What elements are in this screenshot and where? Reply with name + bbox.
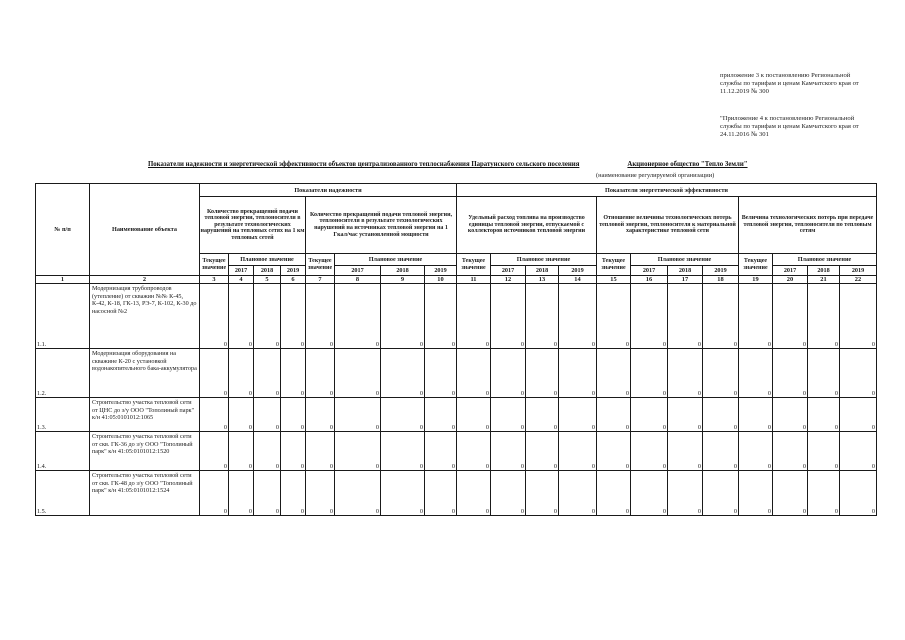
- indicator-value: 0: [773, 398, 808, 432]
- indicator-value: 0: [808, 284, 840, 349]
- indicator-value: 0: [335, 284, 381, 349]
- indicator-value: 0: [306, 398, 335, 432]
- indicator-value: 0: [200, 471, 229, 516]
- indicator-value: 0: [559, 471, 597, 516]
- planned-value-header: Плановое значение: [335, 254, 457, 266]
- year-header: 2018: [808, 266, 840, 276]
- indicator-value: 0: [335, 471, 381, 516]
- indicator-value: 0: [254, 349, 281, 398]
- appendix-note-2019: приложение 3 к постановлению Региональной службы по тарифам и ценам Камчатского края от 11.12.2019 № 300: [720, 72, 859, 95]
- indicator-value: 0: [559, 349, 597, 398]
- indicator-value: 0: [597, 432, 631, 471]
- indicator-value: 0: [840, 471, 877, 516]
- indicator-value: 0: [526, 349, 559, 398]
- table-row: [36, 471, 877, 516]
- indicator-value: 0: [668, 398, 703, 432]
- indicator-value: 0: [703, 471, 739, 516]
- current-value-header: Текущее значение: [739, 254, 773, 276]
- indicator-value: 0: [381, 284, 425, 349]
- indicator-value: 0: [703, 432, 739, 471]
- column-number: 6: [281, 276, 306, 284]
- indicator-value: 0: [597, 284, 631, 349]
- indicator-value: 0: [597, 349, 631, 398]
- subgroup-loss-ratio: Отношение величины технологических потерь тепловой энергии, теплоносителя к материальной характеристике тепловой сети: [597, 197, 739, 254]
- indicator-value: 0: [491, 432, 526, 471]
- object-name: Модернизация оборудования на скважине К-20 с установкой водонакопительного бака-аккумулятора: [90, 349, 200, 398]
- column-number: 22: [840, 276, 877, 284]
- indicator-value: 0: [229, 398, 254, 432]
- group-header-efficiency: Показатели энергетической эффективности: [457, 184, 877, 197]
- indicator-value: 0: [559, 284, 597, 349]
- title-text: Показатели надежности и энергетической эффективности объектов централизованного теплоснабжения Паратунского сельского поселения: [148, 161, 580, 168]
- indicator-value: 0: [526, 398, 559, 432]
- indicator-value: 0: [457, 284, 491, 349]
- column-number: 2: [90, 276, 200, 284]
- column-number: 12: [491, 276, 526, 284]
- indicator-value: 0: [254, 284, 281, 349]
- organization-name: Акционерное общество "Тепло Земли": [627, 161, 748, 168]
- indicator-value: 0: [281, 349, 306, 398]
- indicator-value: 0: [306, 349, 335, 398]
- indicator-value: 0: [254, 432, 281, 471]
- indicator-value: 0: [739, 284, 773, 349]
- indicator-value: 0: [559, 398, 597, 432]
- indicator-value: 0: [773, 471, 808, 516]
- indicator-value: 0: [229, 349, 254, 398]
- indicator-value: 0: [703, 349, 739, 398]
- current-value-header: Текущее значение: [597, 254, 631, 276]
- indicator-value: 0: [425, 398, 457, 432]
- indicator-value: 0: [840, 432, 877, 471]
- subgroup-outages-networks: Количество прекращений подачи тепловой энергии, теплоносителя в результате технологических нарушений на тепловых сетях на 1 км тепловых сетей: [200, 197, 306, 254]
- indicators-table: [35, 183, 877, 516]
- indicator-value: 0: [703, 284, 739, 349]
- indicator-value: 0: [559, 432, 597, 471]
- column-number: 13: [526, 276, 559, 284]
- indicator-value: 0: [381, 432, 425, 471]
- row-number: 1.4.: [36, 432, 90, 471]
- indicator-value: 0: [457, 471, 491, 516]
- indicator-value: 0: [281, 284, 306, 349]
- indicator-value: 0: [381, 471, 425, 516]
- current-value-header: Текущее значение: [306, 254, 335, 276]
- year-header: 2019: [425, 266, 457, 276]
- year-header: 2018: [254, 266, 281, 276]
- year-header: 2018: [381, 266, 425, 276]
- indicator-value: 0: [668, 471, 703, 516]
- indicator-value: 0: [840, 284, 877, 349]
- appendix-note-2016: "Приложение 4 к постановлению Региональной службы по тарифам и ценам Камчатского края от 24.11.2016 № 301: [720, 115, 859, 138]
- col-header-name: Наименование объекта: [90, 184, 200, 276]
- indicator-value: 0: [335, 432, 381, 471]
- indicator-value: 0: [381, 398, 425, 432]
- indicator-value: 0: [200, 432, 229, 471]
- current-value-header: Текущее значение: [200, 254, 229, 276]
- document-title: [148, 161, 748, 168]
- indicator-value: 0: [773, 284, 808, 349]
- indicator-value: 0: [491, 349, 526, 398]
- indicator-value: 0: [808, 432, 840, 471]
- year-header: 2017: [773, 266, 808, 276]
- indicator-value: 0: [739, 432, 773, 471]
- row-number: 1.3.: [36, 398, 90, 432]
- indicator-value: 0: [425, 284, 457, 349]
- indicator-value: 0: [631, 432, 668, 471]
- group-header-reliability: Показатели надежности: [200, 184, 457, 197]
- row-number: 1.1.: [36, 284, 90, 349]
- column-number: 9: [381, 276, 425, 284]
- indicator-value: 0: [631, 471, 668, 516]
- column-number: 1: [36, 276, 90, 284]
- indicator-value: 0: [597, 398, 631, 432]
- indicator-value: 0: [631, 398, 668, 432]
- table-row: [36, 398, 877, 432]
- row-number: 1.2.: [36, 349, 90, 398]
- indicator-value: 0: [254, 471, 281, 516]
- year-header: 2017: [631, 266, 668, 276]
- object-name: Строительство участка тепловой сети от скв. ГК-36 до з/у ООО "Тополиный парк" к/н 41:05:0101012:1520: [90, 432, 200, 471]
- column-number: 15: [597, 276, 631, 284]
- indicator-value: 0: [200, 284, 229, 349]
- indicator-value: 0: [306, 284, 335, 349]
- column-number: 5: [254, 276, 281, 284]
- column-number: 7: [306, 276, 335, 284]
- indicator-value: 0: [808, 471, 840, 516]
- column-number: 11: [457, 276, 491, 284]
- object-name: Строительство участка тепловой сети от скв. ГК-48 до з/у ООО "Тополиный парк" к/н 41:05:0101012:1524: [90, 471, 200, 516]
- indicator-value: 0: [335, 398, 381, 432]
- indicator-value: 0: [773, 349, 808, 398]
- indicator-value: 0: [526, 471, 559, 516]
- indicator-value: 0: [739, 349, 773, 398]
- object-name: Модернизация трубопроводов (утепление) от скважин №№ К-45, К-42, К-18, ГК-13, РЭ-7, К-102, К-30 до насосной №2: [90, 284, 200, 349]
- column-number: 14: [559, 276, 597, 284]
- column-number: 16: [631, 276, 668, 284]
- indicator-value: 0: [229, 432, 254, 471]
- subgroup-fuel-consumption: Удельный расход топлива на производство единицы тепловой энергии, отпускаемой с коллекторов источников тепловой энергии: [457, 197, 597, 254]
- year-header: 2018: [526, 266, 559, 276]
- year-header: 2019: [703, 266, 739, 276]
- table-row: [36, 349, 877, 398]
- indicator-value: 0: [457, 349, 491, 398]
- column-number: 21: [808, 276, 840, 284]
- indicator-value: 0: [200, 398, 229, 432]
- column-number: 8: [335, 276, 381, 284]
- col-header-number: № п/п: [36, 184, 90, 276]
- planned-value-header: Плановое значение: [631, 254, 739, 266]
- column-number: 3: [200, 276, 229, 284]
- indicator-value: 0: [631, 349, 668, 398]
- indicator-value: 0: [425, 432, 457, 471]
- indicator-value: 0: [335, 349, 381, 398]
- row-number: 1.5.: [36, 471, 90, 516]
- indicator-value: 0: [808, 398, 840, 432]
- column-number: 20: [773, 276, 808, 284]
- year-header: 2017: [491, 266, 526, 276]
- year-header: 2017: [335, 266, 381, 276]
- indicator-value: 0: [526, 284, 559, 349]
- indicator-value: 0: [381, 349, 425, 398]
- indicator-value: 0: [491, 471, 526, 516]
- indicator-value: 0: [808, 349, 840, 398]
- indicator-value: 0: [631, 284, 668, 349]
- subgroup-outages-sources: Количество прекращений подачи тепловой энергии, теплоносителя в результате технологических нарушений на источниках тепловой энергии на 1 Гкал/час установленной мощности: [306, 197, 457, 254]
- indicator-value: 0: [668, 349, 703, 398]
- indicator-value: 0: [306, 471, 335, 516]
- column-number: 10: [425, 276, 457, 284]
- indicator-value: 0: [425, 349, 457, 398]
- object-name: Строительство участка тепловой сети от ЦНС до з/у ООО "Тополиный парк" к/н 41:05:0101012:1065: [90, 398, 200, 432]
- indicator-value: 0: [668, 432, 703, 471]
- planned-value-header: Плановое значение: [773, 254, 877, 266]
- indicator-value: 0: [281, 432, 306, 471]
- indicator-value: 0: [597, 471, 631, 516]
- indicator-value: 0: [306, 432, 335, 471]
- current-value-header: Текущее значение: [457, 254, 491, 276]
- table-row: [36, 432, 877, 471]
- indicator-value: 0: [739, 471, 773, 516]
- indicator-value: 0: [457, 398, 491, 432]
- year-header: 2019: [559, 266, 597, 276]
- indicator-value: 0: [840, 398, 877, 432]
- indicator-value: 0: [229, 471, 254, 516]
- indicator-value: 0: [457, 432, 491, 471]
- indicator-value: 0: [526, 432, 559, 471]
- indicator-value: 0: [739, 398, 773, 432]
- indicator-value: 0: [703, 398, 739, 432]
- column-number: 4: [229, 276, 254, 284]
- year-header: 2019: [281, 266, 306, 276]
- indicator-value: 0: [668, 284, 703, 349]
- table-row: [36, 284, 877, 349]
- year-header: 2019: [840, 266, 877, 276]
- indicator-value: 0: [491, 398, 526, 432]
- column-number: 19: [739, 276, 773, 284]
- indicator-value: 0: [229, 284, 254, 349]
- planned-value-header: Плановое значение: [491, 254, 597, 266]
- column-number: 17: [668, 276, 703, 284]
- indicator-value: 0: [773, 432, 808, 471]
- year-header: 2018: [668, 266, 703, 276]
- indicator-value: 0: [491, 284, 526, 349]
- indicator-value: 0: [200, 349, 229, 398]
- column-number: 18: [703, 276, 739, 284]
- organization-caption: (наименование регулируемой организации): [596, 172, 715, 179]
- indicator-value: 0: [281, 471, 306, 516]
- planned-value-header: Плановое значение: [229, 254, 306, 266]
- indicator-value: 0: [425, 471, 457, 516]
- indicator-value: 0: [281, 398, 306, 432]
- year-header: 2017: [229, 266, 254, 276]
- indicator-value: 0: [840, 349, 877, 398]
- subgroup-technological-losses: Величина технологических потерь при передаче тепловой энергии, теплоносителя по тепловым сетям: [739, 197, 877, 254]
- indicator-value: 0: [254, 398, 281, 432]
